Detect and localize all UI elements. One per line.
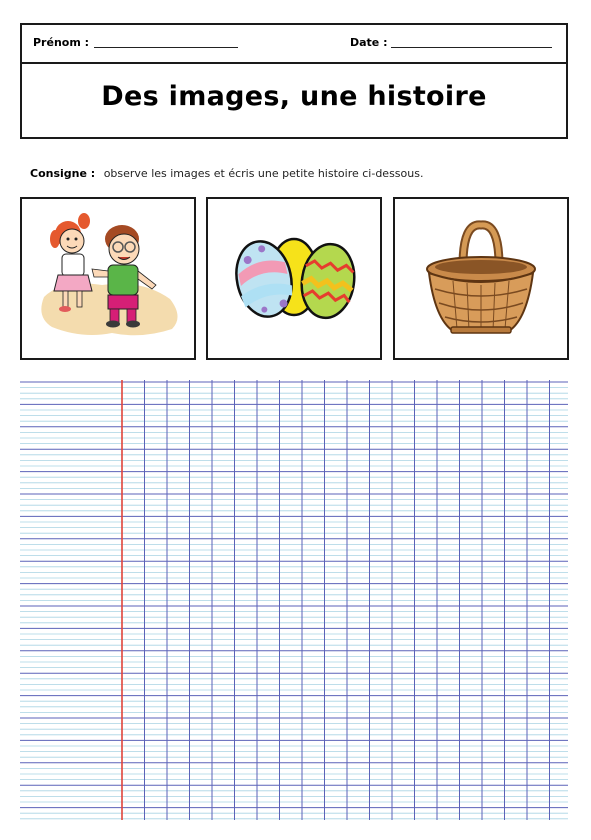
prenom-field[interactable] [94,47,238,48]
image-box-basket [393,197,569,360]
header-fields-row [22,25,566,64]
header-box [20,23,568,139]
instruction [30,167,423,180]
children-icon [22,199,194,358]
prenom-label: Prénom : [33,36,90,49]
seyes-grid [20,380,568,820]
image-box-children [20,197,196,360]
easter-eggs-icon [208,199,380,358]
instruction-label: Consigne : [30,167,96,180]
date-label: Date : [350,36,388,49]
page-title: Des images, une histoire [101,81,487,112]
basket-icon [395,199,567,358]
instruction-text: observe les images et écris une petite histoire ci-dessous. [103,167,424,180]
date-field[interactable] [391,47,552,48]
image-box-easter-eggs [206,197,382,360]
writing-area[interactable] [20,380,568,820]
